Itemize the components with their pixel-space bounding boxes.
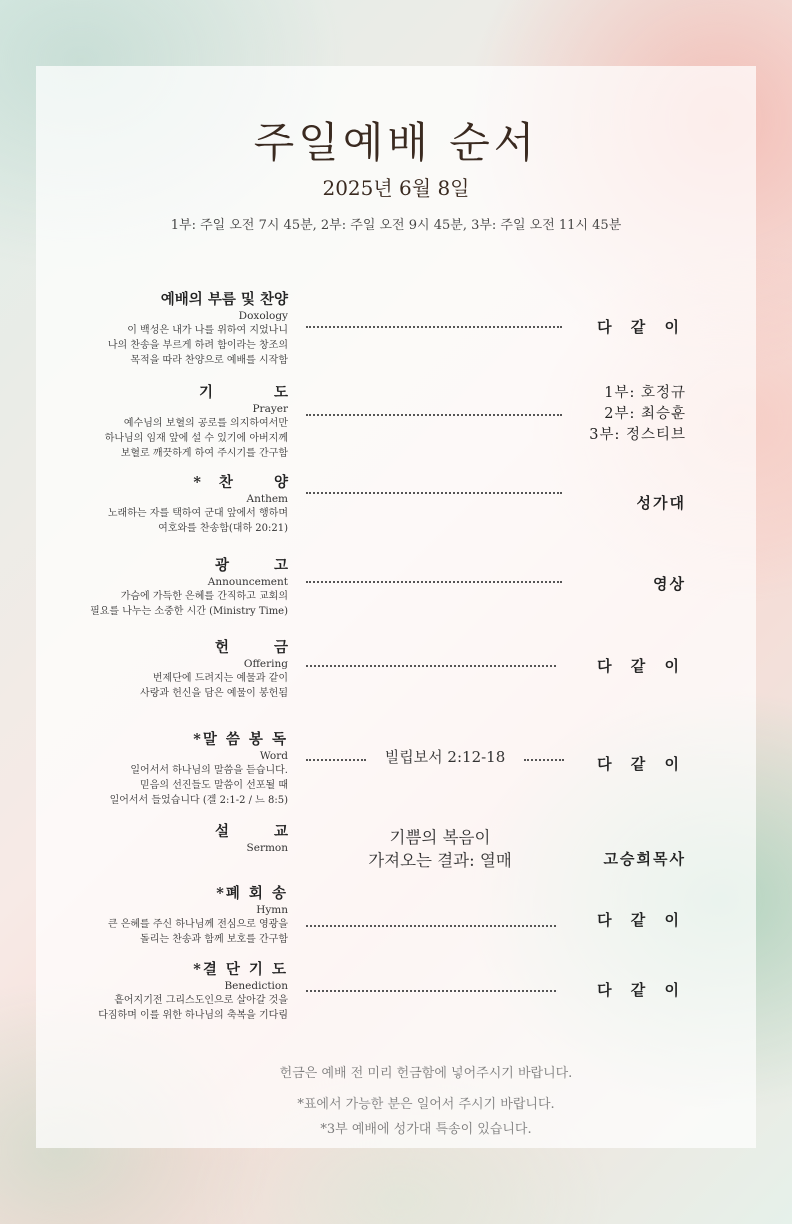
- sermon-title-line: 기쁨의 복음이: [389, 828, 491, 847]
- order-item-sermon: [60, 822, 308, 855]
- item-title: 설 교: [214, 823, 308, 840]
- item-desc-line: 흩어지기전 그리스도인으로 살아갈 것을: [114, 995, 288, 1006]
- item-leader: 다 같 이: [597, 981, 686, 999]
- item-english: Anthem: [246, 493, 288, 505]
- service-times: 1부: 주일 오전 7시 45분, 2부: 주일 오전 9시 45분, 3부: 주일 오전 11시 45분: [170, 218, 622, 233]
- item-desc-line: 다짐하며 이를 위한 하나님의 축복을 기다림: [98, 1010, 288, 1021]
- scripture-reference: 빌립보서 2:12-18: [384, 748, 506, 766]
- item-title: 예배의 부름 및 찬양: [160, 291, 288, 308]
- item-english: Benediction: [224, 980, 288, 992]
- item-english: Offering: [243, 658, 288, 670]
- item-leader: 다 같 이: [597, 657, 686, 675]
- order-item-word: [60, 730, 288, 808]
- dotted-leader: [306, 492, 562, 494]
- order-item-announcement: [60, 556, 308, 619]
- item-title: *폐 회 송: [216, 885, 288, 902]
- sermon-title: [300, 826, 580, 872]
- page-title: 주일예배 순서: [253, 118, 539, 167]
- item-leader: 영상: [653, 575, 686, 593]
- dotted-leader: [306, 990, 556, 992]
- dotted-leader: [306, 326, 562, 328]
- item-leader: 다 같 이: [597, 318, 686, 336]
- order-item-benediction: [60, 960, 288, 1023]
- item-desc-line: 큰 은혜를 주신 하나님께 전심으로 영광을: [107, 919, 288, 930]
- item-english: Prayer: [252, 403, 288, 415]
- order-item-hymn: [60, 884, 288, 947]
- item-leader: 다 같 이: [597, 911, 686, 929]
- scripture-reading: [306, 746, 564, 767]
- leader-service-3: 3부: 정스티브: [589, 427, 686, 443]
- item-desc-line: 사랑과 헌신을 담은 예물이 봉헌됨: [140, 688, 288, 699]
- item-title: *결 단 기 도: [193, 961, 288, 978]
- leader-service-2: 2부: 최승훈: [604, 406, 686, 422]
- item-title: 광 고: [214, 557, 308, 574]
- item-desc-line: 돌리는 찬송과 함께 보호를 간구함: [140, 934, 288, 945]
- item-desc-line: 믿음의 선진들도 말씀이 선포될 때: [140, 780, 288, 791]
- item-desc-line: 일어서서 들었습니다 (겔 2:1-2 / 느 8:5): [109, 795, 288, 806]
- dotted-leader: [306, 759, 366, 761]
- item-desc-line: 여호와를 찬송함(대하 20:21): [158, 523, 288, 534]
- order-item-offering: [60, 638, 308, 701]
- service-date: 2025년 6월 8일: [322, 176, 470, 200]
- footer-note: *3부 예배에 성가대 특송이 있습니다.: [320, 1122, 532, 1137]
- item-desc-line: 노래하는 자를 택하여 군대 앞에서 행하며: [107, 508, 288, 519]
- item-title: *말 씀 봉 독: [193, 731, 288, 748]
- dotted-leader: [306, 925, 556, 927]
- dotted-leader: [306, 581, 562, 583]
- item-title: *찬 양: [193, 474, 306, 491]
- item-english: Announcement: [207, 576, 288, 588]
- item-desc-line: 목적을 따라 찬양으로 예배를 시작함: [130, 355, 288, 366]
- leader-service-1: 1부: 호정규: [604, 385, 686, 401]
- item-desc-line: 나의 찬송을 부르게 하려 함이라는 창조의: [107, 340, 288, 351]
- footer-note: *표에서 가능한 분은 일어서 주시기 바랍니다.: [297, 1097, 555, 1112]
- dotted-leader: [306, 414, 562, 416]
- sermon-title-line: 가져오는 결과: 열매: [368, 851, 512, 870]
- item-desc-line: 일어서서 하나님의 말씀을 듣습니다.: [130, 765, 288, 776]
- dotted-leader: [524, 759, 564, 761]
- item-english: Sermon: [246, 842, 288, 854]
- item-desc-line: 예수님의 보혈의 공로를 의지하여서만: [123, 418, 288, 429]
- order-item-doxology: [60, 290, 288, 368]
- order-item-prayer: [60, 383, 316, 461]
- item-desc-line: 하나님의 임재 앞에 설 수 있기에 아버지께: [104, 433, 288, 444]
- item-english: Hymn: [256, 904, 288, 916]
- item-desc-line: 보혈로 깨끗하게 하여 주시기를 간구함: [120, 448, 288, 459]
- item-title: 기 도: [198, 384, 316, 401]
- item-english: Word: [259, 750, 288, 762]
- item-title: 헌 금: [214, 639, 308, 656]
- item-leaders: [560, 383, 686, 446]
- item-leader: 성가대: [636, 494, 686, 512]
- order-item-anthem: [60, 473, 306, 536]
- item-leader: 다 같 이: [597, 755, 686, 773]
- preacher: 고승희목사: [603, 850, 686, 868]
- item-desc-line: 가슴에 가득한 은혜를 간직하고 교회의: [120, 591, 288, 602]
- item-desc-line: 이 백성은 내가 나를 위하여 지었나니: [127, 325, 288, 336]
- item-desc-line: 번제단에 드려지는 예물과 같이: [152, 673, 288, 684]
- dotted-leader: [306, 665, 556, 667]
- footer-note: 헌금은 예배 전 미리 헌금함에 넣어주시기 바랍니다.: [279, 1066, 573, 1081]
- item-english: Doxology: [238, 310, 288, 322]
- item-desc-line: 필요를 나누는 소중한 시간 (Ministry Time): [90, 606, 288, 617]
